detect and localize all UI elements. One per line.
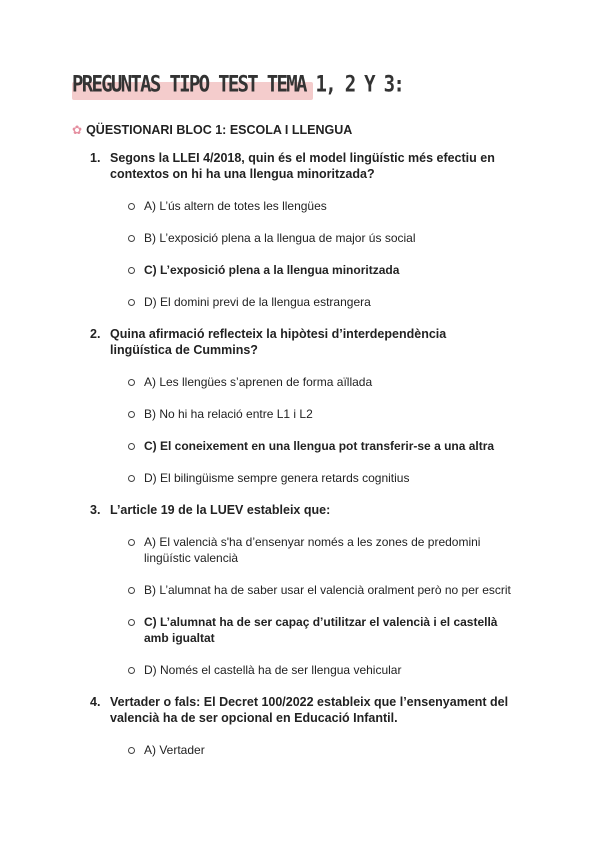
option-text: C) El coneixement en una llengua pot transferir-se a una altra <box>144 439 495 453</box>
question-2 <box>90 326 510 358</box>
section-heading-text: QÜESTIONARI BLOC 1: ESCOLA I LLENGUA <box>86 123 353 137</box>
option-2a <box>128 374 528 390</box>
page-title: PREGUNTAS TIPO TEST TEMA 1, 2 Y 3: <box>72 72 404 98</box>
bullet-icon <box>128 267 135 274</box>
bullet-icon <box>128 379 135 386</box>
bullet-icon <box>128 587 135 594</box>
question-1 <box>90 150 510 182</box>
bullet-icon <box>128 299 135 306</box>
bullet-icon <box>128 747 135 754</box>
question-text: Quina afirmació reflecteix la hipòtesi d’interdependència lingüística de Cummins? <box>110 327 447 357</box>
option-text: D) El domini previ de la llengua estrangera <box>144 295 371 309</box>
option-3b <box>128 582 528 598</box>
option-2b <box>128 406 528 422</box>
question-text: L’article 19 de la LUEV estableix que: <box>110 503 331 517</box>
bullet-icon <box>128 203 135 210</box>
option-2d <box>128 470 528 486</box>
question-4 <box>90 694 510 726</box>
question-number: 3. <box>90 503 101 517</box>
title-block <box>72 72 404 98</box>
option-text: D) Només el castellà ha de ser llengua vehicular <box>144 663 402 677</box>
bullet-icon <box>128 235 135 242</box>
option-text: A) L’ús altern de totes les llengües <box>144 199 327 213</box>
question-text: Segons la LLEI 4/2018, quin és el model lingüístic més efectiu en contextos on hi ha una llengua minoritzada? <box>110 151 495 181</box>
question-number: 2. <box>90 327 101 341</box>
option-text: A) Les llengües s’aprenen de forma aïllada <box>144 375 373 389</box>
question-3 <box>90 502 510 518</box>
option-1b <box>128 230 528 246</box>
bullet-icon <box>128 475 135 482</box>
option-2c-correct <box>128 438 528 454</box>
bullet-icon <box>128 667 135 674</box>
question-number: 4. <box>90 695 101 709</box>
bullet-icon <box>128 443 135 450</box>
bullet-icon <box>128 539 135 546</box>
section-heading <box>72 123 352 137</box>
option-3d <box>128 662 528 678</box>
option-1c-correct <box>128 262 528 278</box>
option-3a <box>128 534 488 566</box>
option-text: C) L’exposició plena a la llengua minoritzada <box>144 263 400 277</box>
option-4a <box>128 742 528 758</box>
brain-icon: ✿ <box>72 123 83 137</box>
option-text: C) L’alumnat ha de ser capaç d’utilitzar el valencià i el castellà amb igualtat <box>144 615 498 645</box>
option-1d <box>128 294 528 310</box>
question-number: 1. <box>90 151 101 165</box>
option-text: A) Vertader <box>144 743 205 757</box>
option-text: A) El valencià s'ha d’ensenyar només a les zones de predomini lingüístic valencià <box>144 535 481 565</box>
option-text: B) L’alumnat ha de saber usar el valencià oralment però no per escrit <box>144 583 511 597</box>
bullet-icon <box>128 411 135 418</box>
option-3c-correct <box>128 614 508 646</box>
option-text: D) El bilingüisme sempre genera retards cognitius <box>144 471 410 485</box>
bullet-icon <box>128 619 135 626</box>
option-text: B) No hi ha relació entre L1 i L2 <box>144 407 313 421</box>
option-1a <box>128 198 528 214</box>
question-text: Vertader o fals: El Decret 100/2022 estableix que l’ensenyament del valencià ha de ser opcional en Educació Infantil. <box>110 695 509 725</box>
option-text: B) L’exposició plena a la llengua de major ús social <box>144 231 416 245</box>
